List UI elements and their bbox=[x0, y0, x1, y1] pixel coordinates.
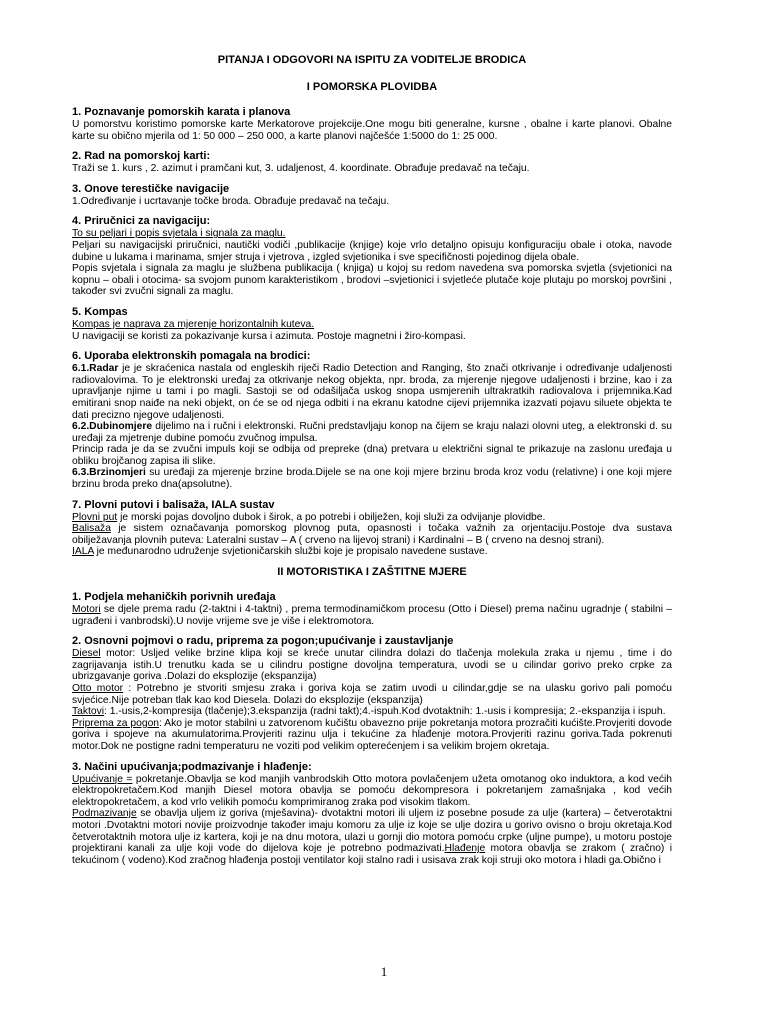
underlined-term: Kompas je naprava za mjerenje horizontalnih kuteva. bbox=[72, 318, 315, 330]
underlined-term: IALA bbox=[72, 546, 94, 558]
section bbox=[72, 306, 672, 342]
text-run: motor: Usljed velike brzine klipa koji se kreće unutar cilindra dolazi do tlačenja molekula zraka u njemu , time i do zagrijavanja istih.U trenutku kada se u cilindru postigne dovoljna temperatura, uvodi se u cilindar gorivo preko crpke za ubrizgavanje goriva .Dolazi do eksplozije (ekspanzija) bbox=[72, 648, 672, 683]
text-run: U navigaciji se koristi za pokazivanje kursa i azimuta. Postoje magnetni i žiro-kompasi. bbox=[72, 330, 466, 342]
document-title: PITANJA I ODGOVORI NA ISPITU ZA VODITELJE BRODICA bbox=[217, 54, 527, 66]
text-run: je je skraćenica nastala od engleskih riječi Radio Detection and Ranging, što znači otkrivanje i određivanje udaljenosti radiovalovima. To je elektronski uređaj za otkrivanje nekog objekta, npr. broda, za mjerenje njegove udaljenosti i brzine, kao i za upravljanje njime u tami i po magli. Sastoji se od odašiljača uskog snopa usmjerenih ultrakratkih radiovalova i prijemnika.Kad emitirani snop naiđe na neki objekt, on će se od njega odbiti i na ekranu katodne cijevi prijemnika izazvati pojavu siluete objekta te dati precizno njegove udaljenosti. bbox=[72, 363, 672, 421]
paragraph bbox=[72, 718, 672, 753]
section bbox=[72, 215, 672, 298]
paragraph bbox=[72, 421, 672, 444]
text-run: dijelimo na i ručni i elektronski. Ručni predstavljaju konop na čijem se kraju nalazi olovni uteg, a elektronski d. su uređaji za mjetrenje dubine pomoću zvučnog impulsa. bbox=[72, 421, 672, 444]
text-run: : Potrebno je stvoriti smjesu zraka i goriva koja se zatim uvodi u cilindar,gdje se na ulasku gorivo pali pomoću svjećice.Nije potreban tlak kao kod Diesela. Dolazi do eksplozije (ekspanzija) bbox=[72, 683, 672, 706]
section bbox=[72, 761, 672, 867]
paragraph bbox=[72, 648, 672, 683]
paragraph bbox=[72, 467, 672, 490]
paragraph bbox=[72, 444, 672, 467]
underlined-term: Taktovi bbox=[72, 706, 105, 718]
paragraph bbox=[72, 228, 672, 240]
paragraph bbox=[72, 196, 672, 208]
text-run: je međunarodno udruženje svjetioničarskih službi koje je propisalo navedene sustave. bbox=[93, 546, 488, 558]
section-heading: 6. Uporaba elektronskih pomagala na brodici: bbox=[72, 350, 311, 363]
document-body bbox=[72, 54, 672, 874]
section-heading: 3. Onove terestičke navigacije bbox=[72, 182, 230, 195]
paragraph bbox=[72, 163, 672, 175]
underlined-term: Podmazivanje bbox=[72, 808, 137, 820]
paragraph bbox=[72, 546, 672, 558]
document-parts bbox=[72, 81, 672, 866]
paragraph bbox=[72, 683, 672, 706]
text-run: : Ako je motor stabilni u zatvorenom kučištu obavezno prije pokretanja motora prozračiti kućište.Provjeriti dovode goriva i spojeve na akumulatorima.Provjeriti razinu ulja i tekućine za hlađenje motora.Provjeriti razinu goriva.Tada pokrenuti motor.Dok ne postigne radni temperaturu ne voziti pod velikim opterećenjem i sa velikim brojem okretaja. bbox=[72, 717, 672, 752]
text-run: : 1.-usis,2-kompresija (tlačenje);3.ekspanzija (radni takt);4.-ispuh.Kod dvotaktnih: 1.-usis i kompresija; 2.-ekspanzija i ispuh. bbox=[104, 706, 666, 718]
text-run: motora obavlja se zrakom ( zračno) i tekućinom ( vodeno).Kod zračnog hlađenja postoji ventilator koji stalno radi i usisava zrak koji struji oko motora i hladi ga.Obično i bbox=[72, 843, 672, 866]
underlined-term: Balisaža bbox=[72, 523, 111, 535]
underlined-term: Upućivanje = bbox=[72, 773, 133, 785]
paragraph bbox=[72, 119, 672, 142]
section-heading: 1. Poznavanje pomorskih karata i planova bbox=[72, 106, 291, 118]
text-run: Popis svjetala i signala za maglu je službena publikacija ( knjiga) u kojoj su redom navedena sva pomorska svjetla (svjetionici na kopnu – obali i otocima- sa svojom punom karakteristikom , brodovi –svjetionici i svjetleće plutače koje plutaju po morskoj površini , također svi zvučni signali za maglu. bbox=[72, 263, 672, 298]
paragraph bbox=[72, 331, 672, 343]
section bbox=[72, 635, 672, 752]
text-run: U pomorstvu koristimo pomorske karte Merkatorove projekcije.One mogu biti generalne, kursne , obalne i karte planovi. Obalne karte su obično mjerila od 1: 50 000 – 250 000, a karte planovi najčešće 1:5000 do 1: 25 000. bbox=[72, 119, 672, 142]
underlined-term: To su peljari i popis svjetala i signala za maglu. bbox=[72, 228, 286, 240]
page-number: 1 bbox=[380, 964, 388, 979]
underlined-term: Motori bbox=[72, 604, 101, 616]
text-run: su uređaji za mjerenje brzine broda.Dijele se na one koji mjere brzinu broda kroz vodu (relativne) i one koji mjere brzinu broda preko dna(apsolutne). bbox=[72, 467, 672, 491]
section bbox=[72, 150, 672, 175]
part-title: I POMORSKA PLOVIDBA bbox=[306, 81, 438, 93]
text-run: 1.Određivanje i ucrtavanje točke broda. Obrađuje predavač na tečaju. bbox=[72, 195, 390, 207]
paragraph bbox=[72, 523, 672, 546]
section-heading: 3. Načini upućivanja;podmazivanje i hlađenje: bbox=[72, 760, 312, 773]
text-run: Princip rada je da se zvučni impuls koji se odbija od prepreke (dna) pretvara u električni signal te prikazuje na zaslonu uređaja u obliku brojčanog zapisa ili slike. bbox=[72, 444, 672, 467]
text-run: Traži se 1. kurs , 2. azimut i pramčani kut, 3. udaljenost, 4. koordinate. Obrađuje predavač na tečaju. bbox=[72, 163, 530, 175]
paragraph bbox=[72, 774, 672, 809]
text-run: pokretanje.Obavlja se kod manjih vanbrodskih Otto motora povlačenjem užeta omotanog oko induktora, a kod većih elektropokretačem.Kod manjih Diesel motora obavlja se pomoću dekompresora i pokretanjem zamašnjaka , kod većih elektropokretačem, a kod vrlo velikih pomoću komprimiranog zraka pod visokim tlakom. bbox=[72, 773, 672, 808]
section bbox=[72, 499, 672, 558]
underlined-term: Plovni put bbox=[72, 511, 118, 523]
text-run: je sistem označavanja pomorskog plovnog puta, opasnosti i točaka važnih za orjentaciju.Postoje dva sustava obilježavanja plovnih puteva: Lateralni sustav – A ( crveno na lijevoj strani) i Kardinalni – B ( crveno na desnoj strani). bbox=[72, 523, 672, 546]
paragraph bbox=[72, 319, 672, 331]
text-run: se djele prema radu (2-taktni i 4-taktni) , prema termodinamičkom procesu (Otto i Diesel) prema načinu ugradnje ( stabilni – ugrađeni i vanbrodski).U novije vrijeme sve je više i elektromotora. bbox=[72, 604, 672, 627]
section bbox=[72, 591, 672, 627]
paragraph bbox=[72, 240, 672, 263]
paragraph bbox=[72, 512, 672, 524]
underlined-term: Otto motor bbox=[72, 683, 124, 694]
section-heading: 5. Kompas bbox=[72, 305, 128, 318]
text-run: je morski pojas dovoljno dubok i širok, a po potrebi i obilježen, koji služi za odvijanje plovidbe. bbox=[117, 511, 546, 523]
underlined-term: Hlađenje bbox=[444, 843, 486, 855]
bold-term: 6.1.Radar bbox=[72, 363, 119, 375]
text-run: se obavlja uljem iz goriva (mješavina)- dvotaktni motori ili uljem iz posebne posude za ulje (kartera) – četverotaktni motori .Dvotaktni motori novije proizvodnje također imaju komoru za ulje iz koje se ulje dozira u gorivo ovisno o broju okretaja.Kod četverotaktnih motora ulje iz kartera, koji je na dnu motora, ulazi u gornji dio motora pomoću crpke (uljne pumpe), u motoru postoje projektirani kanali za ulje koji vode do dijelova koje je potrebno podmazivati. bbox=[72, 808, 672, 855]
paragraph bbox=[72, 604, 672, 627]
bold-term: 6.2.Dubinomjere bbox=[72, 421, 153, 433]
section-heading: 2. Osnovni pojmovi o radu, priprema za pogon;upućivanje i zaustavljanje bbox=[72, 635, 454, 648]
paragraph bbox=[72, 706, 672, 718]
section bbox=[72, 106, 672, 142]
section-heading: 4. Priručnici za navigaciju: bbox=[72, 215, 211, 228]
underlined-term: Priprema za pogon bbox=[72, 717, 160, 729]
paragraph bbox=[72, 263, 672, 298]
section bbox=[72, 350, 672, 491]
text-run: Peljari su navigacijski priručnici, nautički vodiči ,publikacije (knjige) koje vrlo detaljno opisuju konfiguraciju obale i otoka, navode dubine u lukama i marinama, smjer struja i vjetrova , izgled svjetionika i sve specifičnosti pojedinog dijela obale. bbox=[72, 239, 672, 263]
section-heading: 1. Podjela mehaničkih porivnih uređaja bbox=[72, 591, 276, 604]
paragraph bbox=[72, 808, 672, 866]
paragraph bbox=[72, 363, 672, 421]
section-heading: 7. Plovni putovi i balisaža, IALA sustav bbox=[72, 498, 275, 511]
section-heading: 2. Rad na pomorskoj karti: bbox=[72, 150, 211, 163]
part-title: II MOTORISTIKA I ZAŠTITNE MJERE bbox=[277, 566, 467, 579]
section bbox=[72, 183, 672, 208]
underlined-term: Diesel bbox=[72, 648, 101, 660]
bold-term: 6.3.Brzinomjeri bbox=[72, 467, 146, 479]
